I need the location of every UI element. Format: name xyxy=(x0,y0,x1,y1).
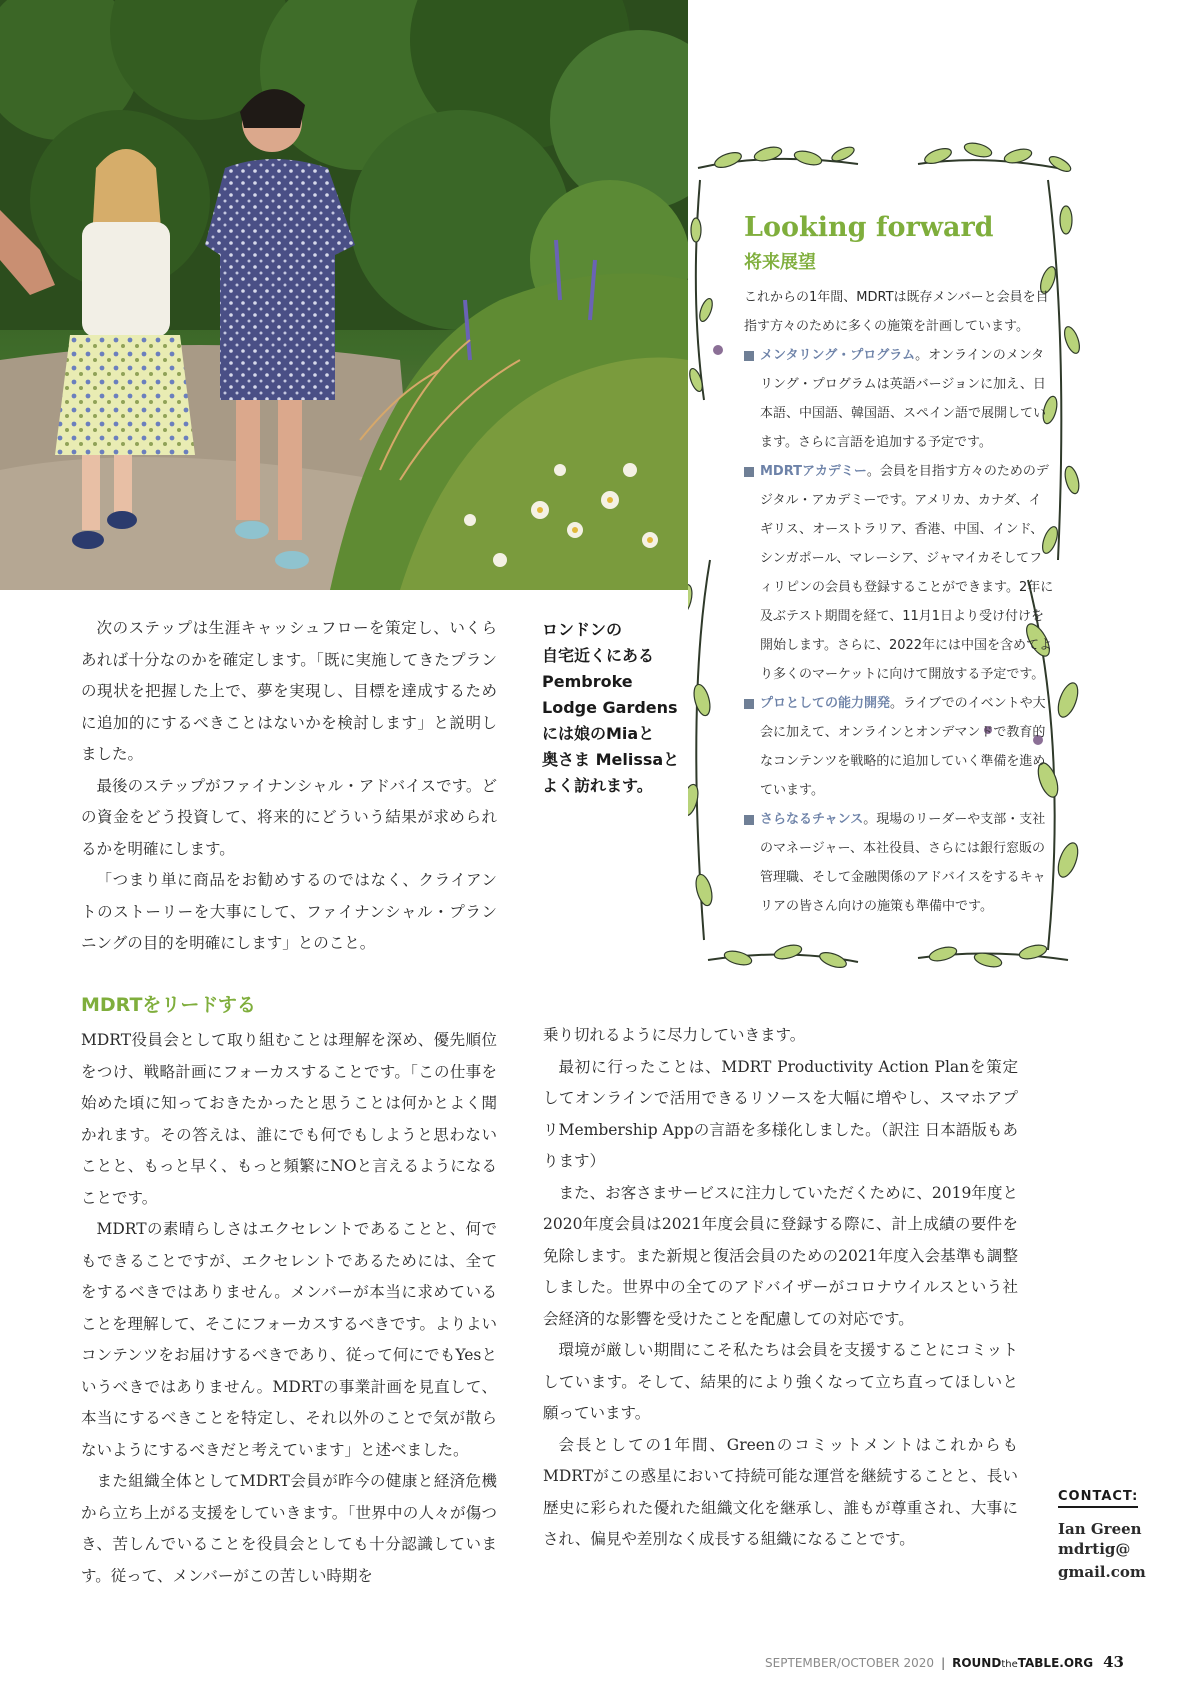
sidebar-item xyxy=(744,341,1054,457)
sidebar-item-text: 。オンラインのメンタリング・プログラムは英語バージョンに加え、日本語、中国語、韓国語、スペイン語で展開しています。さらに言語を追加する予定です。 xyxy=(760,348,1047,450)
sidebar-item xyxy=(744,689,1054,805)
body-paragraph: 乗り切れるように尽力していきます。 xyxy=(543,1026,806,1044)
sidebar-item-text: 。ライブでのイベントや大会に加えて、オンラインとオンデマンドで教育的なコンテンツを戦略的に追加していく準備を進めています。 xyxy=(760,696,1046,798)
article-column-left xyxy=(81,1025,497,1592)
body-paragraph: 会長としての1年間、Greenのコミットメントはこれからも MDRTがこの惑星において持続可能な運営を継続することと、長い歴史に彩られた優れた組織文化を継承し、誰もが尊重され、大事にされ、偏見や差別なく成長する組織になることです。 xyxy=(543,1435,1018,1548)
body-paragraph: MDRT役員会として取り組むことは理解を深め、優先順位をつけ、戦略計画にフォーカスすることです。「この仕事を始めた頃に知っておきたかったと思うことは何かとよく聞かれます。その答えは、誰にでも何でもしようと思わないことと、もっと早く、もっと頻繁にNOと言えるようになることです。 xyxy=(81,1031,497,1207)
body-paragraph: 最後のステップがファイナンシャル・アドバイスです。どの資金をどう投資して、将来的にどういう結果が求められるかを明確にします。 xyxy=(81,776,497,858)
brand-part: TABLE.ORG xyxy=(1017,1656,1094,1670)
photo-illustration xyxy=(0,0,688,590)
sidebar-item xyxy=(744,805,1054,921)
sidebar-title: Looking forward xyxy=(744,212,994,243)
caption-line: 奥さま Melissaと xyxy=(542,750,680,769)
body-paragraph: MDRTの素晴らしさはエクセレントであることと、何でもできることですが、エクセレントであるためには、全てをするべきではありません。メンバーが本当に求めていることを理解して、そこにフォーカスするべきです。よりよいコンテンツをお届けするべきであり、従って何にでもYesというべきではありません。MDRTの事業計画を見直して、本当にするべきことを特定し、それ以外のことで気が散らないようにするべきだと考えています」と述べました。 xyxy=(81,1220,497,1459)
sidebar-item-text: 。現場のリーダーや支部・支社のマネージャー、本社役員、さらには銀行窓販の管理職、そして金融関係のアドバイスをするキャリアの皆さん向けの施策も準備中です。 xyxy=(760,812,1046,914)
body-paragraph: また組織全体としてMDRT会員が昨今の健康と経済危機から立ち上がる支援をしていきます。「世界中の人々が傷つき、苦しんでいることを役員会としても十分認識しています。従って、メンバーがこの苦しい時期を xyxy=(81,1472,497,1585)
body-paragraph: 環境が厳しい期間にこそ私たちは会員を支援することにコミットしています。そして、結果的により強くなって立ち直ってほしいと願っています。 xyxy=(543,1341,1018,1422)
contact-block xyxy=(1058,1485,1168,1584)
page-number: 43 xyxy=(1103,1653,1124,1671)
contact-label: CONTACT: xyxy=(1058,1489,1138,1508)
sidebar-subtitle: 将来展望 xyxy=(744,252,816,273)
square-bullet-icon xyxy=(744,815,754,825)
caption-line: には娘のMiaと xyxy=(542,724,655,743)
contact-name: Ian Green xyxy=(1058,1520,1142,1538)
square-bullet-icon xyxy=(744,467,754,477)
sidebar-item-heading: プロとしての能力開発 xyxy=(760,696,891,711)
body-paragraph: 次のステップは生涯キャッシュフローを策定し、いくらあれば十分なのかを確定します。「既に実施してきたプランの現状を把握した上で、夢を実現し、目標を達成するために追加的にするべきことはないかを検討します」と説明しました。 xyxy=(81,619,497,763)
sidebar-intro: これからの1年間、MDRTは既存メンバーと会員を目指す方々のために多くの施策を計画しています。 xyxy=(744,290,1049,334)
square-bullet-icon xyxy=(744,699,754,709)
sidebar-item-text: 。会員を目指す方々のためのデジタル・アカデミーです。アメリカ、カナダ、イギリス、オーストラリア、香港、中国、インド、シンガポール、マレーシア、ジャマイカそしてフィリピンの会員も登録することができます。2年に及ぶテスト期間を経て、11月1日より受け付けを開始します。さらに、2022年には中国を含めてより多くのマーケットに向けて開放する予定です。 xyxy=(760,464,1054,682)
contact-email-line: gmail.com xyxy=(1058,1563,1146,1581)
sidebar-item-heading: さらなるチャンス xyxy=(760,812,864,827)
sidebar-item-heading: MDRTアカデミー xyxy=(760,464,867,479)
caption-line: 自宅近くにある xyxy=(542,646,655,665)
body-paragraph: 「つまり単に商品をお勧めするのではなく、クライアントのストーリーを大事にして、ファイナンシャル・プランニングの目的を明確にします」とのこと。 xyxy=(81,871,497,952)
page-footer xyxy=(765,1653,1124,1671)
body-paragraph: また、お客さまサービスに注力していただくために、2019年度と2020年度会員は2021年度会員に登録する際に、計上成績の要件を免除します。また新規と復活会員のための2021年度入会基準も調整しました。世界中の全てのアドバイザーがコロナウイルスという社会経済的な影響を受けたことを配慮しての対応です。 xyxy=(543,1183,1018,1328)
caption-line: よく訪れます。 xyxy=(542,776,653,795)
article-column-upper xyxy=(81,613,497,960)
hero-photo xyxy=(0,0,688,590)
issue-date: SEPTEMBER/OCTOBER 2020 xyxy=(765,1656,935,1670)
brand-part: ROUND xyxy=(952,1656,1002,1670)
caption-line: Pembroke xyxy=(542,672,633,691)
brand-part: the xyxy=(1001,1659,1018,1670)
sidebar-item-heading: メンタリング・プログラム xyxy=(760,348,916,363)
caption-line: ロンドンの xyxy=(542,620,623,639)
photo-caption xyxy=(542,617,692,799)
body-paragraph: 最初に行ったことは、MDRT Productivity Action Planを策定してオンラインで活用できるリソースを大幅に増やし、スマホアプリMembership Appの言語を多様化しました。（訳注 日本語版もあります） xyxy=(543,1057,1018,1170)
contact-email-line: mdrtig@ xyxy=(1058,1540,1131,1558)
footer-separator: | xyxy=(941,1656,946,1670)
looking-forward-sidebar xyxy=(688,140,1088,980)
publication-name xyxy=(952,1656,1093,1670)
square-bullet-icon xyxy=(744,351,754,361)
sidebar-body xyxy=(744,283,1054,921)
section-heading: MDRTをリードする xyxy=(81,994,256,1016)
article-column-right xyxy=(543,1020,1018,1556)
sidebar-item xyxy=(744,457,1054,689)
caption-line: Lodge Gardens xyxy=(542,698,678,717)
